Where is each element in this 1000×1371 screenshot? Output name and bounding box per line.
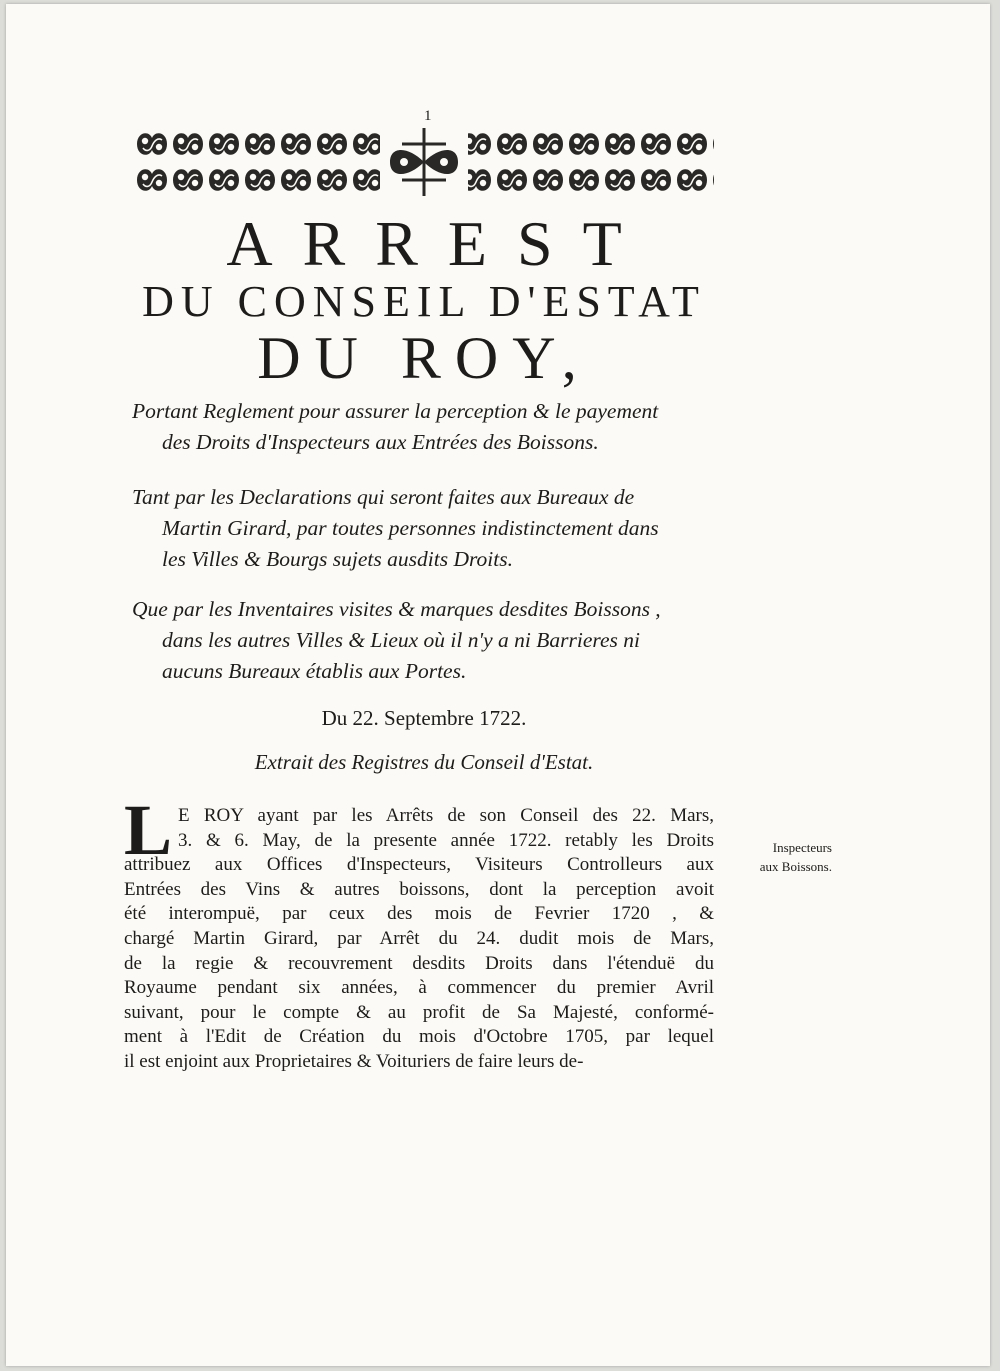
- drop-cap: L: [124, 790, 173, 870]
- body-line: chargé Martin Girard, par Arrêt du 24. dudit mois de Mars,: [124, 927, 714, 949]
- body-paragraph: [124, 790, 714, 1075]
- title-conseil: DU CONSEIL D'ESTAT: [142, 277, 706, 326]
- fleuron-band-icon: [134, 126, 714, 198]
- title-arrest: ARREST: [226, 208, 652, 279]
- body-line: 3. & 6. May, de la presente année 1722. retably les Droits: [178, 829, 714, 851]
- body-line: Royaume pendant six années, à commencer du premier Avril: [124, 977, 714, 999]
- subtitle-line: aucuns Bureaux établis aux Portes.: [162, 659, 467, 683]
- decree-date: Du 22. Septembre 1722.: [321, 706, 527, 730]
- subtitle-line: Que par les Inventaires visites & marques desdites Boissons ,: [132, 597, 661, 621]
- subtitle-block-que: [132, 594, 716, 687]
- body-line: de la regie & recouvrement desdits Droits dans l'étenduë du: [124, 952, 714, 974]
- margin-note: [722, 838, 832, 876]
- body-line: il est enjoint aux Proprietaires & Voituriers de faire leurs de-: [124, 1050, 584, 1072]
- body-line: Entrées des Vins & autres boissons, dont la perception avoit: [124, 878, 714, 900]
- page-number: 1: [424, 108, 432, 124]
- body-line: suivant, pour le compte & au profit de Sa Majesté, conformé-: [124, 1001, 714, 1023]
- document-page: [6, 4, 990, 1366]
- ornamental-headpiece: [134, 126, 714, 198]
- body-line: attribuez aux Offices d'Inspecteurs, Visiteurs Controlleurs aux: [124, 854, 714, 876]
- subtitle-line: dans les autres Villes & Lieux où il n'y a ni Barrieres ni: [162, 628, 640, 652]
- subtitle-line: Martin Girard, par toutes personnes indistinctement dans: [162, 516, 659, 540]
- subtitle-line: Portant Reglement pour assurer la perception & le payement: [132, 399, 659, 423]
- subtitle-block-tant: [132, 482, 716, 575]
- title-roy: DU ROY,: [257, 325, 591, 391]
- margin-note-line: aux Boissons.: [759, 859, 832, 874]
- subtitle-block-portant: [132, 396, 716, 458]
- subtitle-line: Tant par les Declarations qui seront faites aux Bureaux de: [132, 485, 635, 509]
- margin-note-line: Inspecteurs: [772, 840, 832, 855]
- body-line: E ROY ayant par les Arrêts de son Conseil des 22. Mars,: [178, 805, 714, 826]
- extrait-heading: Extrait des Registres du Conseil d'Estat.: [254, 750, 594, 774]
- body-line: été interompuë, par ceux des mois de Fevrier 1720 , &: [124, 903, 714, 925]
- subtitle-line: des Droits d'Inspecteurs aux Entrées des Boissons.: [162, 430, 599, 454]
- body-line: ment à l'Edit de Création du mois d'Octobre 1705, par lequel: [124, 1026, 714, 1048]
- subtitle-line: les Villes & Bourgs sujets ausdits Droits.: [162, 547, 513, 571]
